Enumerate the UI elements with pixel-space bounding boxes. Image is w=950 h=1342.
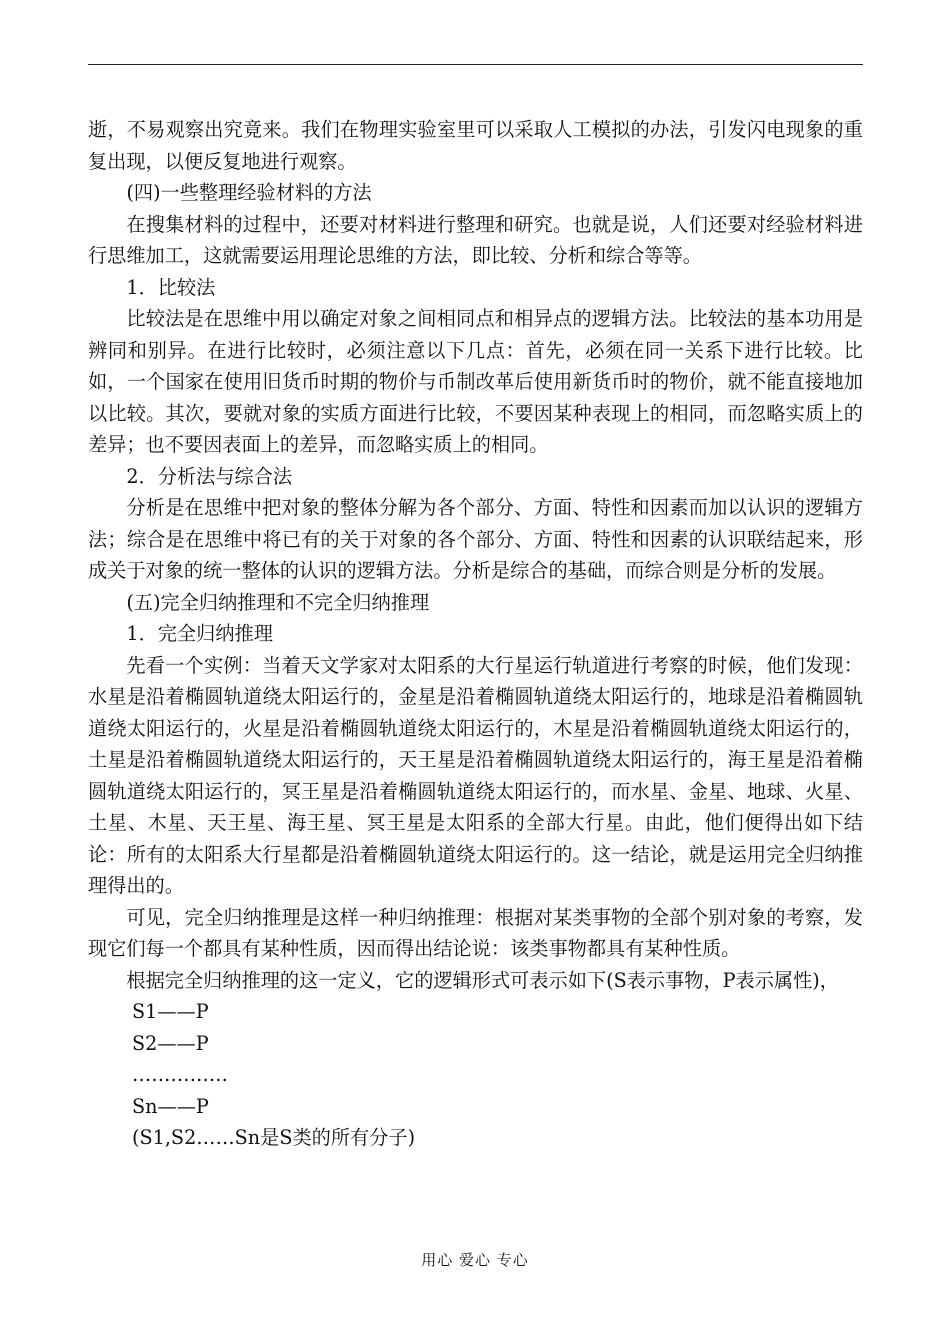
paragraph-example: 先看一个实例：当着天文学家对太阳系的大行星运行轨道进行考察的时候，他们发现：水星是沿着椭圆轨道绕太阳运行的，金星是沿着椭圆轨道绕太阳运行的，地球是沿着椭圆轨道绕太阳运行的，火星是沿着椭圆轨道绕太阳运行的，木星是沿着椭圆轨道绕太阳运行的，土星是沿着椭圆轨道绕太阳运行的，天王星是沿着椭圆轨道绕太阳运行的，海王星是沿着椭圆轨道绕太阳运行的，冥王星是沿着椭圆轨道绕太阳运行的，而水星、金星、地球、火星、土星、木星、天王星、海王星、冥王星是太阳系的全部大行星。由此，他们便得出如下结论：所有的太阳系大行星都是沿着椭圆轨道绕太阳运行的。这一结论，就是运用完全归纳推理得出的。 (88, 653, 863, 897)
page-footer: 用心 爱心 专心 (421, 1251, 529, 1269)
paragraph-analysis-synthesis: 分析是在思维中把对象的整体分解为各个部分、方面、特性和因素而加以认识的逻辑方法；综合是在思维中将已有的关于对象的各个部分、方面、特性和因素的认识联结起来，形成关于对象的统一整体的认识的逻辑方法。分析是综合的基础，而综合则是分析的发展。 (88, 496, 863, 582)
formula-line: S2——P (132, 1031, 209, 1055)
paragraph-intro: 在搜集材料的过程中，还要对材料进行整理和研究。也就是说，人们还要对经验材料进行思维加工，这就需要运用理论思维的方法，即比较、分析和综合等等。 (88, 212, 863, 267)
header-rule (88, 64, 863, 65)
subheading-complete-induction: 1．完全归纳推理 (126, 622, 273, 645)
formula-line: S1——P (132, 1000, 209, 1023)
section-heading-5: (五)完全归纳推理和不完全归纳推理 (126, 590, 430, 614)
formula-line: Sn——P (132, 1094, 209, 1118)
paragraph-continuation: 逝，不易观察出究竟来。我们在物理实验室里可以采取人工模拟的办法，引发闪电现象的重复出现，以便反复地进行观察。 (88, 118, 863, 173)
paragraph-comparison: 比较法是在思维中用以确定对象之间相同点和相异点的逻辑方法。比较法的基本功用是辨同和别异。在进行比较时，必须注意以下几点：首先，必须在同一关系下进行比较。比如，一个国家在使用旧货币时期的物价与币制改革后使用新货币时的物价，就不能直接地加以比较。其次，要就对象的实质方面进行比较，不要因某种表现上的相同，而忽略实质上的差异；也不要因表面上的差异，而忽略实质上的相同。 (88, 307, 863, 456)
subheading-analysis-synthesis: 2．分析法与综合法 (126, 464, 293, 488)
paragraph-definition: 可见，完全归纳推理是这样一种归纳推理：根据对某类事物的全部个别对象的考察，发现它们每一个都具有某种性质，因而得出结论说：该类事物都具有某种性质。 (88, 905, 863, 960)
section-heading-4: (四)一些整理经验材料的方法 (126, 181, 372, 204)
subheading-comparison: 1．比较法 (126, 275, 216, 299)
formula-line: …………… (132, 1063, 228, 1086)
paragraph-logical-form: 根据完全归纳推理的这一定义，它的逻辑形式可表示如下(S表示事物，P表示属性)， (126, 968, 839, 992)
document-body (88, 114, 863, 1154)
logical-formula (88, 996, 863, 1154)
formula-note: (S1,S2……Sn是S类的所有分子) (132, 1126, 416, 1149)
